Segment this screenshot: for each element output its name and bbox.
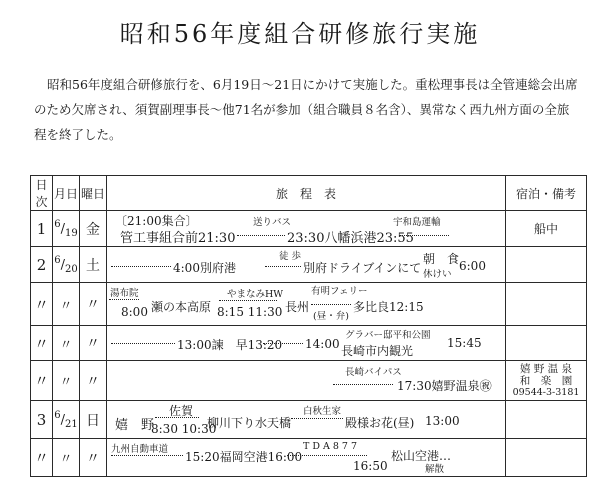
itinerary-text: 8:15 11:30 [217,305,283,319]
route-line [399,235,449,236]
date-cell: $^6/_{19}$ [53,211,80,247]
itinerary-text: 6:00 [459,259,486,273]
itinerary-table [30,175,587,477]
note-cell [506,247,587,283]
hotel-name: 和 楽 園 [519,374,573,387]
route-line [111,455,183,456]
table-row [31,247,587,283]
day-cell: 〃 [31,439,53,477]
paragraph-line: 昭和56年度組合研修旅行を、6月19日～21日にかけて実施した。重松理事長は全管連総会出席 [47,77,578,92]
itinerary-text: 湯布院 [110,288,139,299]
weekday-cell: 金 [80,211,107,247]
route-line [237,235,285,236]
table-row [31,211,587,247]
itinerary-text: 解散 [425,464,445,475]
weekday-cell: 日 [80,401,107,439]
route-line [287,455,367,456]
itinerary-text: 有明フェリー [311,286,368,297]
route-line [311,304,351,305]
table-row [31,326,587,361]
itinerary-text: 16:50 [353,459,388,473]
hotel-name: 嬉 野 温 泉 [519,362,572,375]
header-weekday: 曜日 [80,176,107,211]
page-title: 昭和56年度組合研修旅行実施 [119,20,481,48]
route-line [263,343,303,344]
itinerary-text: 15:45 [447,336,482,350]
itinerary-text: 宇和島運輸 [393,217,441,228]
table-header-row [31,176,587,211]
itinerary-text: 4:00別府港 [173,261,236,275]
note-cell: 船中 [506,211,587,247]
route-line [333,384,393,385]
note-cell [506,401,587,439]
itinerary-text: 多比良12:15 [353,300,424,314]
day-cell: 1 [31,211,53,247]
paragraph-line: 程を終了した。 [34,127,122,142]
itinerary-text: 長州 [285,300,310,314]
day-cell: 〃 [31,326,53,361]
itinerary-text: グラバー邸平和公園 [345,330,431,341]
weekday-cell: 土 [80,247,107,283]
itinerary-text: 休けい [423,269,452,280]
note-cell [506,326,587,361]
itinerary-cell [107,439,506,477]
itinerary-text: 15:20福岡空港16:00 [185,450,303,464]
itinerary-text: 別府ドライブインにて [303,261,422,275]
route-line [109,299,139,300]
itinerary-cell [107,247,506,283]
report-paragraph [34,72,582,147]
table-row [31,283,587,326]
itinerary-cell [107,211,506,247]
itinerary-text: 17:30嬉野温泉㊗ [397,379,492,393]
date-cell: $^6/_{20}$ [53,247,80,283]
note-cell [506,283,587,326]
weekday-cell: 〃 [80,326,107,361]
itinerary-text: 長崎バイパス [345,367,402,378]
route-line [155,417,199,418]
itinerary-text: 佐賀 [169,404,194,418]
weekday-cell: 〃 [80,439,107,477]
header-month: 月日 [53,176,80,211]
itinerary-text: 〔21:00集合〕 [115,214,198,228]
paragraph-line: のため欠席され、須賀副理事長～他71名が参加（組合職員８名含）、異常なく西九州方面の全旅 [34,102,570,117]
note-cell [506,439,587,477]
itinerary-text: 瀬の本高原 [151,300,212,314]
itinerary-text: 朝 食 [423,252,460,266]
itinerary-text: やまなみHW [227,289,284,300]
hotel-phone: 09544-3-3181 [512,386,580,398]
itinerary-text: T D A 8 7 7 [303,441,358,452]
date-cell: $^6/_{21}$ [53,401,80,439]
day-cell: 〃 [31,361,53,401]
itinerary-text: 九州自動車道 [111,444,169,455]
itinerary-text: 13:00諫 早13:20 [177,338,283,352]
itinerary-text: 松山空港… [391,449,452,463]
itinerary-text: 8:30 10:30 [151,422,217,436]
route-line [111,343,175,344]
itinerary-cell [107,361,506,401]
table-row [31,361,587,401]
date-cell: 〃 [53,326,80,361]
itinerary-text: 徒 歩 [279,251,302,262]
weekday-cell: 〃 [80,283,107,326]
header-note: 宿泊・備考 [506,176,587,211]
itinerary-text: 14:00 [305,337,340,351]
itinerary-text: 13:00 [425,414,460,428]
day-cell: 2 [31,247,53,283]
itinerary-text: 嬉 野 [115,418,155,433]
itinerary-text: 送りバス [253,217,292,228]
weekday-cell: 〃 [80,361,107,401]
table-row [31,439,587,477]
itinerary-text: (昼・弁) [313,311,349,322]
route-line [111,266,171,267]
date-cell: 〃 [53,439,80,477]
header-itinerary: 旅 程 表 [107,176,506,211]
itinerary-cell [107,326,506,361]
itinerary-text: 8:00 [121,305,148,319]
itinerary-text: 柳川下り水天橋 [207,416,292,430]
route-line [291,418,343,419]
date-cell: 〃 [53,361,80,401]
header-day: 日次 [31,176,53,211]
itinerary-text: 23:30八幡浜港23:55 [287,231,414,246]
day-cell: 3 [31,401,53,439]
itinerary-text: 管工事組合前21:30 [120,231,236,246]
day-cell: 〃 [31,283,53,326]
route-line [219,300,277,301]
date-cell: 〃 [53,283,80,326]
note-cell [506,361,587,401]
table-row [31,401,587,439]
itinerary-text: 白秋生家 [303,406,342,417]
itinerary-cell [107,283,506,326]
itinerary-cell [107,401,506,439]
route-line [265,266,301,267]
itinerary-text: 長崎市内観光 [341,344,414,358]
itinerary-text: 殿様お花(昼) [345,416,415,430]
